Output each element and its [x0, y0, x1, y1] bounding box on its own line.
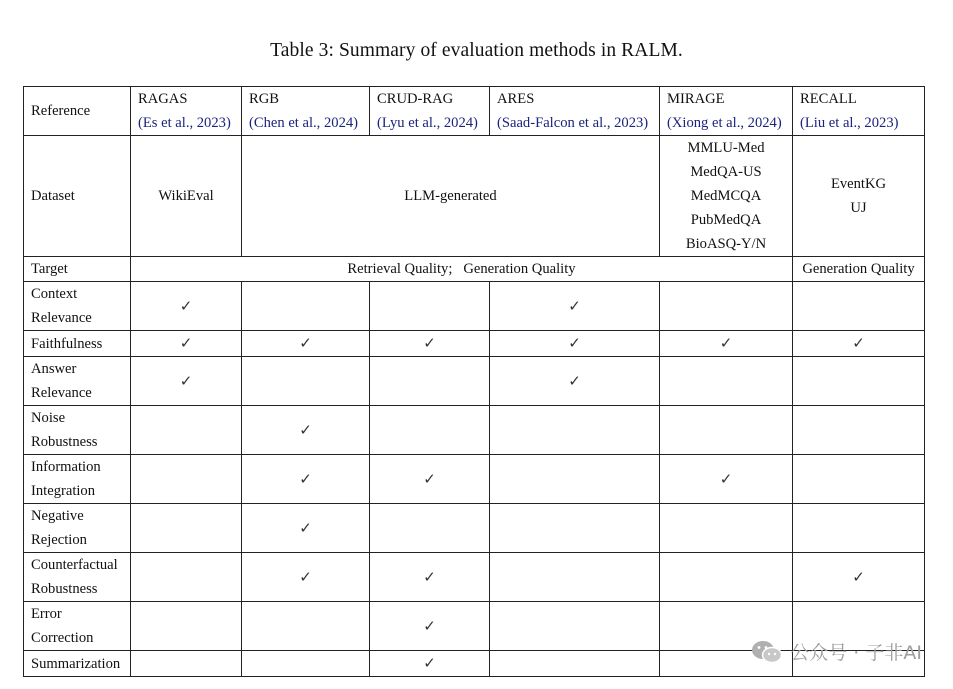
- metric-label-line: Answer: [31, 361, 77, 377]
- checkmark-icon: ✓: [179, 334, 193, 352]
- metric-row: [24, 357, 925, 406]
- checkmark-icon: ✓: [423, 616, 436, 635]
- metric-cell: [131, 651, 242, 677]
- dataset-recall: [793, 136, 925, 257]
- metric-cell: [370, 406, 490, 455]
- metric-label: [24, 504, 131, 553]
- metric-label-line: Error: [31, 606, 62, 622]
- metric-label-line: Robustness: [31, 434, 98, 450]
- method-header-ares: [490, 87, 660, 136]
- metric-cell: [242, 331, 370, 357]
- metric-cell: [242, 406, 370, 455]
- metric-label-line: Correction: [31, 630, 94, 646]
- metric-label-line: Robustness: [31, 581, 98, 597]
- metric-cell: [370, 504, 490, 553]
- metric-label: [24, 406, 131, 455]
- metric-cell: [242, 357, 370, 406]
- metric-cell: [131, 455, 242, 504]
- method-header-ragas: [131, 87, 242, 136]
- metric-cell: [490, 331, 660, 357]
- metric-row: [24, 504, 925, 553]
- metric-label: [24, 282, 131, 331]
- metric-cell: [660, 357, 793, 406]
- metric-cell: [490, 282, 660, 331]
- method-name: RAGAS: [138, 91, 188, 107]
- checkmark-icon: ✓: [423, 469, 436, 488]
- target-label: Target: [24, 257, 131, 282]
- metric-label: [24, 651, 131, 677]
- metric-label-line: Negative: [31, 508, 84, 524]
- metric-cell: [131, 282, 242, 331]
- dataset-ragas: WikiEval: [131, 136, 242, 257]
- metric-cell: [793, 406, 925, 455]
- metric-cell: [660, 504, 793, 553]
- method-name: RECALL: [800, 91, 857, 107]
- metric-cell: [131, 553, 242, 602]
- method-header-crud-rag: [370, 87, 490, 136]
- method-citation[interactable]: (Lyu et al., 2024): [377, 115, 478, 131]
- watermark: [751, 638, 922, 665]
- metric-label-line: Counterfactual: [31, 557, 118, 573]
- checkmark-icon: ✓: [852, 567, 865, 586]
- metric-row: [24, 455, 925, 504]
- reference-header: Reference: [24, 87, 131, 136]
- metric-label: [24, 331, 131, 357]
- checkmark-icon: ✓: [179, 371, 193, 390]
- dataset-label: Dataset: [24, 136, 131, 257]
- target-shared: Retrieval Quality; Generation Quality: [131, 257, 793, 282]
- checkmark-icon: ✓: [423, 334, 436, 352]
- metric-cell: [242, 504, 370, 553]
- checkmark-icon: ✓: [568, 334, 581, 352]
- metric-cell: [793, 504, 925, 553]
- metric-cell: [490, 455, 660, 504]
- metric-label-line: Integration: [31, 483, 96, 499]
- metric-cell: [131, 406, 242, 455]
- metric-cell: [131, 504, 242, 553]
- metric-cell: [242, 282, 370, 331]
- method-name: ARES: [497, 91, 535, 107]
- metric-row: [24, 282, 925, 331]
- metric-row: [24, 553, 925, 602]
- metric-cell: [793, 553, 925, 602]
- method-header-rgb: [242, 87, 370, 136]
- metric-cell: [131, 357, 242, 406]
- checkmark-icon: ✓: [568, 371, 581, 390]
- metric-label-line: Context: [31, 286, 78, 302]
- checkmark-icon: ✓: [719, 334, 733, 352]
- dataset-item: BioASQ-Y/N: [685, 236, 767, 252]
- metric-cell: [793, 331, 925, 357]
- metric-cell: [490, 651, 660, 677]
- target-recall: Generation Quality: [793, 257, 925, 282]
- metric-cell: [490, 406, 660, 455]
- dataset-row: [24, 136, 925, 257]
- metric-cell: [793, 455, 925, 504]
- dataset-item: EventKG: [830, 176, 887, 192]
- metric-cell: [660, 455, 793, 504]
- metric-cell: [793, 282, 925, 331]
- metric-cell: [242, 455, 370, 504]
- metric-label: [24, 553, 131, 602]
- method-header-mirage: [660, 87, 793, 136]
- metric-cell: [490, 504, 660, 553]
- checkmark-icon: ✓: [423, 567, 436, 586]
- metric-cell: [370, 331, 490, 357]
- metric-label-line: Relevance: [31, 385, 92, 401]
- metric-cell: [660, 282, 793, 331]
- method-header-recall: [793, 87, 925, 136]
- checkmark-icon: ✓: [299, 334, 312, 352]
- metric-cell: [131, 331, 242, 357]
- metric-cell: [242, 553, 370, 602]
- metric-cell: [370, 553, 490, 602]
- method-name: MIRAGE: [667, 91, 725, 107]
- checkmark-icon: ✓: [299, 469, 312, 488]
- metric-label: [24, 602, 131, 651]
- checkmark-icon: ✓: [299, 567, 312, 586]
- metric-label-line: Faithfulness: [31, 335, 103, 352]
- metric-row: [24, 406, 925, 455]
- method-citation[interactable]: (Chen et al., 2024): [249, 115, 359, 131]
- metric-cell: [370, 357, 490, 406]
- dataset-item: MedMCQA: [690, 188, 762, 204]
- checkmark-icon: ✓: [568, 296, 581, 315]
- metric-cell: [660, 331, 793, 357]
- target-row: [24, 257, 925, 282]
- metric-cell: [490, 553, 660, 602]
- metric-cell: [370, 282, 490, 331]
- method-citation[interactable]: (Saad-Falcon et al., 2023): [497, 115, 649, 131]
- header-row: [24, 87, 925, 136]
- method-citation[interactable]: (Es et al., 2023): [138, 115, 231, 131]
- method-name: RGB: [249, 91, 280, 107]
- metric-cell: [490, 357, 660, 406]
- metric-cell: [490, 602, 660, 651]
- metric-cell: [660, 406, 793, 455]
- dataset-item: MedQA-US: [690, 164, 762, 180]
- checkmark-icon: ✓: [719, 469, 733, 488]
- metric-label: [24, 357, 131, 406]
- metric-cell: [793, 357, 925, 406]
- metric-cell: [131, 602, 242, 651]
- evaluation-methods-table: [23, 86, 925, 677]
- metric-label-line: Noise: [31, 410, 66, 426]
- metric-label-line: Summarization: [31, 655, 121, 672]
- method-citation[interactable]: (Liu et al., 2023): [800, 115, 899, 131]
- metric-label-line: Information: [31, 459, 101, 475]
- checkmark-icon: ✓: [299, 518, 312, 537]
- watermark-text: 公众号 · 子非AI: [790, 642, 922, 664]
- table-caption: Table 3: Summary of evaluation methods in RALM.: [270, 40, 683, 61]
- metric-label-line: Rejection: [31, 532, 87, 548]
- metric-label-line: Relevance: [31, 310, 92, 326]
- checkmark-icon: ✓: [852, 334, 865, 352]
- dataset-item: UJ: [850, 200, 867, 216]
- metric-cell: [370, 455, 490, 504]
- dataset-item: MMLU-Med: [687, 140, 765, 156]
- metric-cell: [370, 651, 490, 677]
- metric-cell: [242, 651, 370, 677]
- method-citation[interactable]: (Xiong et al., 2024): [667, 115, 782, 131]
- wechat-icon: [751, 639, 783, 665]
- method-name: CRUD-RAG: [377, 91, 454, 107]
- metric-cell: [660, 553, 793, 602]
- dataset-shared: LLM-generated: [242, 136, 660, 257]
- checkmark-icon: ✓: [299, 420, 312, 439]
- checkmark-icon: ✓: [179, 296, 193, 315]
- metric-row: [24, 331, 925, 357]
- checkmark-icon: ✓: [423, 654, 436, 672]
- dataset-mirage: [660, 136, 793, 257]
- metric-cell: [370, 602, 490, 651]
- metric-cell: [242, 602, 370, 651]
- metric-label: [24, 455, 131, 504]
- dataset-item: PubMedQA: [690, 212, 762, 228]
